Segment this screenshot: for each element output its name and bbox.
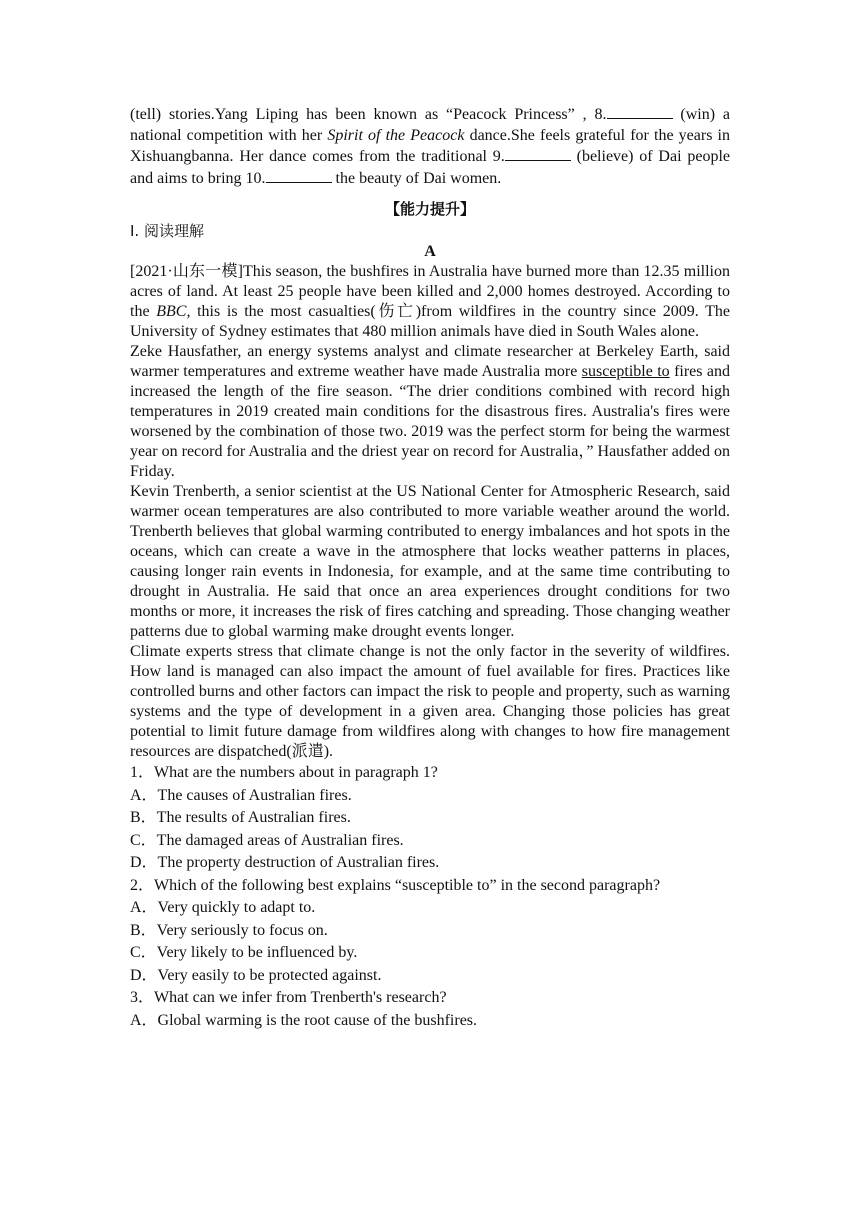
intro-text-1: (tell) stories.Yang Liping has been known as “Peacock Princess” , 8.	[130, 106, 607, 123]
passage-paragraph-2	[130, 342, 730, 482]
question-2-option-a: A．Very quickly to adapt to.	[130, 899, 316, 916]
intro-italic-title: Spirit of the Peacock	[327, 126, 465, 144]
document-page	[130, 104, 730, 1032]
intro-paragraph	[130, 104, 730, 189]
question-2-option-c: C．Very likely to be influenced by.	[130, 944, 358, 961]
intro-text-2: (win) a national competition with her	[130, 106, 730, 144]
question-1	[130, 762, 730, 875]
p2-text-b: fires and increased the length of the fire season. “The drier conditions combined with record high temperatures in 2019 created main conditions for the disastrous fires. Australia's fires were worsened by the combination of those two. 2019 was the perfect storm for being the warmest year on record for Australia and the driest year on record for Australia，” Hausfather added on Friday.	[130, 363, 730, 480]
passage-paragraph-3: Kevin Trenberth, a senior scientist at the US National Center for Atmospheric Research, said warmer ocean temperatures are also contributed to more variable weather around the world. Trenberth believes that global warming contributed to energy imbalances and hot spots in the oceans, which can create a wave in the atmosphere that locks weather patterns in places, causing longer rain events in Indonesia, for example, and at the same time contributing to drought in Australia. He said that once an area experiences drought conditions for two months or more, it increases the risk of fires catching and spreading. Those changing weather patterns due to global warming make drought events longer.	[130, 483, 730, 640]
question-2	[130, 875, 730, 988]
question-1-stem: 1．What are the numbers about in paragraph 1?	[130, 764, 438, 781]
passage-paragraph-4: Climate experts stress that climate change is not the only factor in the severity of wildfires. How land is managed can also impact the amount of fuel available for fires. Practices like controlled burns and other factors can impact the risk to people and property, such as warning systems and the type of development in a given area. Changing those policies has great potential to limit future damage from wildfires along with changes to how fire management resources are dispatched(派遣).	[130, 643, 730, 760]
blank-9	[505, 146, 571, 161]
p2-underlined-phrase: susceptible to	[581, 363, 670, 380]
ability-heading: 【能力提升】	[384, 200, 475, 218]
intro-text-3: dance.She feels grateful for the years in Xishuangbanna. Her dance comes from the traditional 9.	[130, 126, 730, 165]
intro-text-4: (believe) of Dai people and aims to bring 10.	[130, 148, 730, 187]
question-1-option-b: B．The results of Australian fires.	[130, 809, 351, 826]
p1-text-b: this is the most casualties(伤亡)from wildfires in the country since 2009. The University of Sydney estimates that 480 million animals have died in South Wales alone.	[130, 303, 730, 340]
p2-text-a: Zeke Hausfather, an energy systems analyst and climate researcher at Berkeley Earth, said warmer temperatures and extreme weather have made Australia more	[130, 343, 730, 380]
passage-paragraph-1	[130, 262, 730, 342]
question-2-stem: 2．Which of the following best explains “susceptible to” in the second paragraph?	[130, 876, 661, 894]
blank-10	[266, 168, 332, 183]
question-2-option-d: D．Very easily to be protected against.	[130, 966, 382, 984]
blank-8	[607, 104, 673, 119]
p1-text-a: [2021·山东一模]This season, the bushfires in Australia have burned more than 12.35 million acres of land. At least 25 people have been killed and 2,000 homes destroyed. According to the	[130, 263, 730, 320]
p1-italic-bbc: BBC,	[156, 303, 191, 320]
question-1-option-a: A．The causes of Australian fires.	[130, 786, 352, 804]
reading-part-label: Ⅰ. 阅读理解	[130, 222, 204, 240]
question-3-option-a: A．Global warming is the root cause of the bushfires.	[130, 1011, 478, 1029]
question-1-option-c: C．The damaged areas of Australian fires.	[130, 831, 404, 849]
intro-text-5: the beauty of Dai women.	[331, 169, 502, 187]
passage-label: A	[424, 243, 436, 260]
question-2-option-b: B．Very seriously to focus on.	[130, 921, 328, 939]
question-1-option-d: D．The property destruction of Australian fires.	[130, 854, 440, 871]
question-3-stem: 3．What can we infer from Trenberth's research?	[130, 989, 447, 1006]
question-3	[130, 987, 730, 1032]
